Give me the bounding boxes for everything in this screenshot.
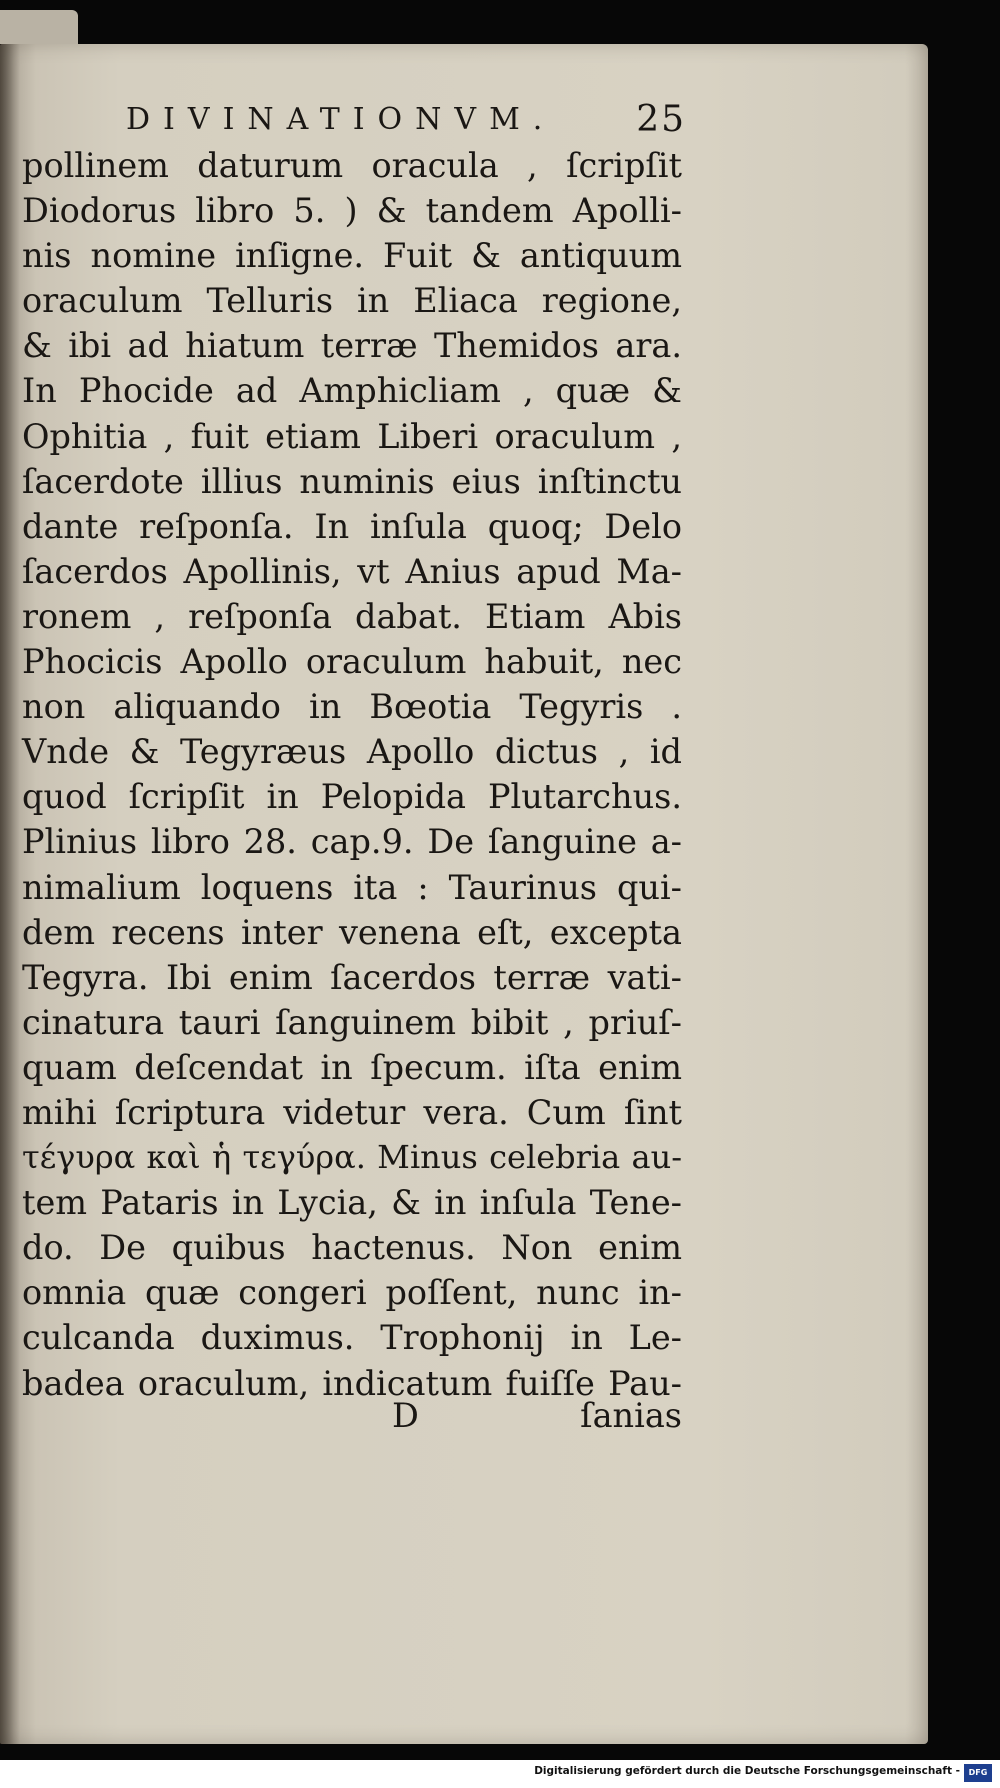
running-head: DIVINATIONVM. [126, 101, 556, 137]
text-line: ſacerdos Apollinis, vt Anius apud Ma- [22, 551, 682, 591]
text-line: Phocicis Apollo oraculum habuit, nec [22, 642, 682, 682]
text-line: tem Pataris in Lycia, & in inſula Tene- [22, 1183, 682, 1223]
text-line: τέγυρα καὶ ἡ τεγύρα. Minus celebria au- [22, 1138, 682, 1177]
text-line: omnia quæ congeri poſſent, nunc in- [22, 1273, 682, 1313]
text-line: oraculum Telluris in Eliaca regione, [22, 281, 682, 321]
text-line: quam deſcendat in ſpecum. iſta enim [22, 1047, 682, 1087]
text-line: pollinem daturum oracula , ſcripſit [22, 146, 682, 185]
text-line: quod ſcripſit in Pelopida Plutarchus. [22, 777, 682, 817]
catchword: ſanias [580, 1396, 682, 1435]
text-line: ſacerdote illius numinis eius inſtinctu [22, 461, 682, 501]
text-line: do. De quibus hactenus. Non enim [22, 1228, 682, 1268]
text-line: cinatura tauri ſanguinem bibit , priuſ- [22, 1002, 682, 1042]
text-line: ronem , reſponſa dabat. Etiam Abis [22, 596, 682, 636]
text-line: non aliquando in Bœotia Tegyris . [22, 687, 682, 727]
credit-bar [0, 1760, 1000, 1788]
dfg-logo-icon: DFG [964, 1764, 992, 1782]
gutter-shadow [0, 44, 20, 1744]
page-number: 25 [636, 98, 686, 140]
text-line: nimalium loquens ita : Taurinus qui- [22, 867, 682, 907]
text-line: Plinius libro 28. cap.9. De ſanguine a- [22, 822, 682, 862]
body-text [22, 143, 682, 1406]
text-line: Diodorus libro 5. ) & tandem Apolli- [22, 191, 682, 231]
text-line: badea oraculum, indicatum fuiſſe Pau- [22, 1363, 682, 1403]
text-line: In Phocide ad Amphicliam , quæ & [22, 371, 682, 411]
text-line: mihi ſcriptura videtur vera. Cum ſint [22, 1092, 682, 1132]
text-line: dem recens inter venena eſt, excepta [22, 912, 682, 952]
page-top-edge [0, 10, 78, 44]
digitization-credit: Digitalisierung gefördert durch die Deutsche Forschungsgemeinschaft - [534, 1765, 960, 1777]
text-line: & ibi ad hiatum terræ Themidos ara. [22, 326, 682, 366]
signature-mark: D [392, 1396, 419, 1435]
text-line: dante reſponſa. In inſula quoq; Delo [22, 506, 682, 546]
page-footer [22, 1396, 682, 1446]
text-line: culcanda duximus. Trophonij in Le- [22, 1318, 682, 1358]
text-line: nis nomine inſigne. Fuit & antiquum [22, 236, 682, 276]
page-header [126, 94, 686, 144]
text-line: Ophitia , fuit etiam Liberi oraculum , [22, 416, 682, 456]
text-line: Vnde & Tegyræus Apollo dictus , id [22, 732, 682, 772]
text-line: Tegyra. Ibi enim ſacerdos terræ vati- [22, 957, 682, 997]
